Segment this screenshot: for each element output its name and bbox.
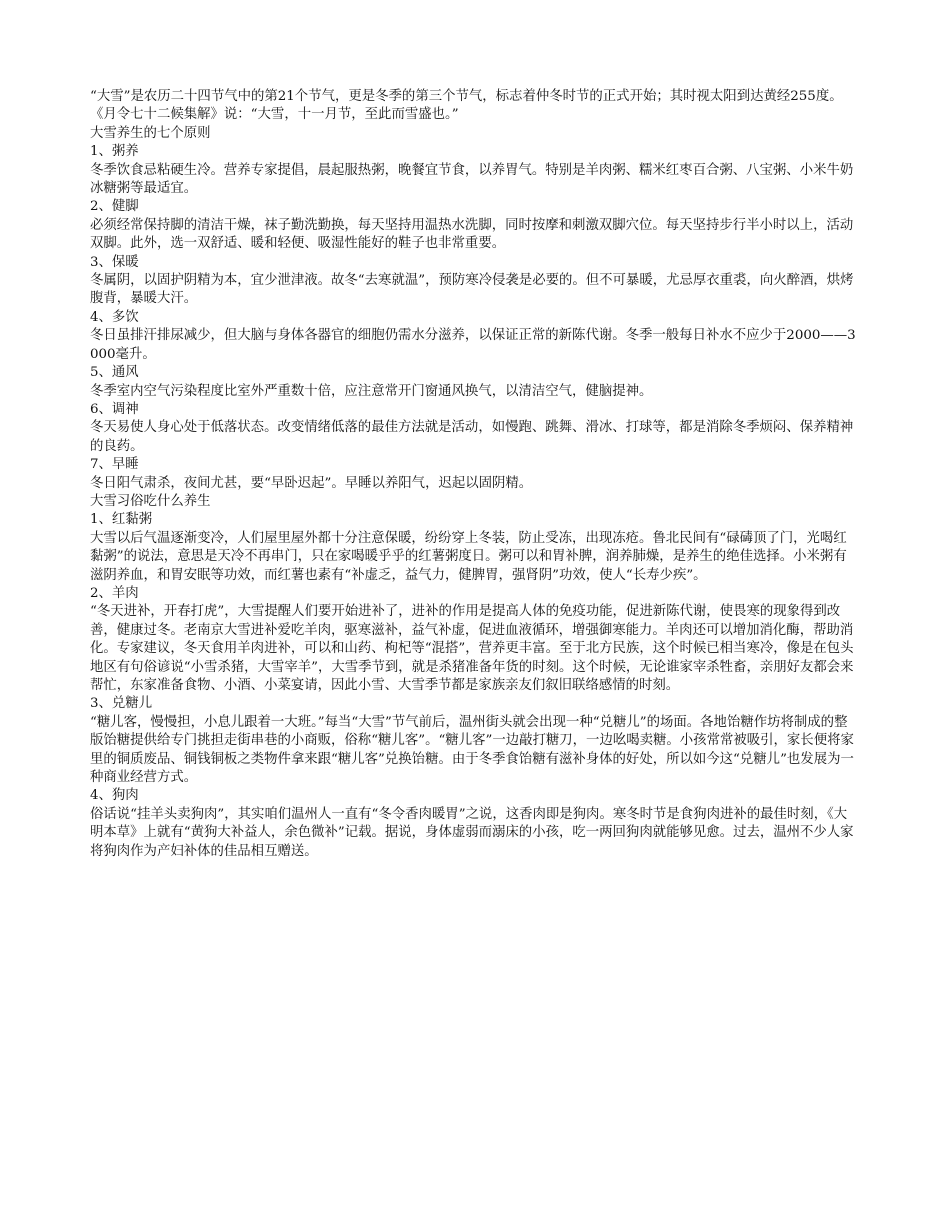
- document-page: [90, 88, 860, 861]
- principle-heading-5: 5、通风: [90, 365, 139, 381]
- principle-body-1: 冬季饮食忌粘硬生冷。营养专家提倡，晨起服热粥，晚餐宜节食，以养胃气。特别是羊肉粥、糯米红枣百合粥、八宝粥、小米牛奶冰糖粥等最适宜。: [90, 162, 854, 197]
- principle-heading-1: 1、粥养: [90, 144, 139, 160]
- section-title-customs-food: 大雪习俗吃什么养生: [90, 493, 211, 509]
- principle-heading-4: 4、多饮: [90, 309, 139, 325]
- custom-body-3: “糖儿客，慢慢担，小息儿跟着一大班。”每当“大雪”节气前后，温州街头就会出现一种“兑糖儿”的场面。各地饴糖作坊将制成的整版饴糖提供给专门挑担走街串巷的小商贩，俗称“糖儿客”。“糖儿客”一边敲打糖刀，一边吆喝卖糖。小孩常常被吸引，家长便将家里的铜质废品、铜钱铜板之类物件拿来跟“糖儿客”兑换饴糖。由于冬季食饴糖有滋补身体的好处，所以如今这“兑糖儿”也发展为一种商业经营方式。: [90, 714, 854, 786]
- principle-body-7: 冬日阳气肃杀，夜间尤甚，要“早卧迟起”。早睡以养阳气，迟起以固阴精。: [90, 475, 533, 491]
- section-title-health-principles: 大雪养生的七个原则: [90, 125, 211, 141]
- intro-paragraph: “大雪”是农历二十四节气中的第21个节气，更是冬季的第三个节气，标志着仲冬时节的正式开始；其时视太阳到达黄经255度。《月令七十二候集解》说：“大雪，十一月节，至此而雪盛也。”: [90, 89, 843, 123]
- custom-heading-4: 4、狗肉: [90, 788, 139, 804]
- principle-body-4: 冬日虽排汗排尿减少，但大脑与身体各器官的细胞仍需水分滋养，以保证正常的新陈代谢。冬季一般每日补水不应少于2000——3000毫升。: [90, 328, 856, 362]
- custom-heading-3: 3、兑糖儿: [90, 696, 153, 712]
- principle-body-2: 必须经常保持脚的清洁干燥，袜子勤洗勤换，每天坚持用温热水洗脚，同时按摩和刺激双脚穴位。每天坚持步行半小时以上，活动双脚。此外，选一双舒适、暖和轻便、吸湿性能好的鞋子也非常重要。: [90, 217, 854, 252]
- custom-body-1: 大雪以后气温逐渐变冷，人们屋里屋外都十分注意保暖，纷纷穿上冬装，防止受冻，出现冻疮。鲁北民间有“碌碡顶了门，光喝红黏粥”的说法，意思是天冷不再串门，只在家喝暖乎乎的红薯粥度日。粥可以和胃补脾，润养肺燥，是养生的绝佳选择。小米粥有滋阴养血，和胃安眠等功效，而红薯也素有“补虚乏，益气力，健脾胃，强肾阴”功效，使人“长寿少疾”。: [90, 530, 847, 583]
- custom-body-4: 俗话说“挂羊头卖狗肉”，其实咱们温州人一直有“冬令香肉暖胃”之说，这香肉即是狗肉。寒冬时节是食狗肉进补的最佳时刻，《大明本草》上就有“黄狗大补益人，余色微补”记载。据说，身体虚弱而溺床的小孩，吃一两回狗肉就能够见愈。过去，温州不少人家将狗肉作为产妇补体的佳品相互赠送。: [90, 806, 854, 859]
- custom-heading-1: 1、红黏粥: [90, 512, 153, 528]
- custom-heading-2: 2、羊肉: [90, 585, 139, 601]
- custom-body-2: “冬天进补，开春打虎”，大雪提醒人们要开始进补了，进补的作用是提高人体的免疫功能，促进新陈代谢，使畏寒的现象得到改善，健康过冬。老南京大雪进补爱吃羊肉，驱寒滋补，益气补虚，促进血液循环，增强御寒能力。羊肉还可以增加消化酶，帮助消化。专家建议，冬天食用羊肉进补，可以和山药、枸杞等“混搭”，营养更丰富。至于北方民族，这个时候已相当寒冷，像是在包头地区有句俗谚说“小雪杀猪，大雪宰羊”，大雪季节到，就是杀猪准备年货的时刻。这个时候，无论谁家宰杀牲畜，亲朋好友都会来帮忙，东家准备食物、小酒、小菜宴请，因此小雪、大雪季节都是家族亲友们叙旧联络感情的时刻。: [90, 604, 854, 693]
- principle-body-3: 冬属阴，以固护阴精为本，宜少泄津液。故冬“去寒就温”，预防寒冷侵袭是必要的。但不可暴暖，尤忌厚衣重裘，向火醉酒，烘烤腹背，暴暖大汗。: [90, 273, 854, 307]
- principle-heading-2: 2、健脚: [90, 199, 139, 215]
- principle-heading-3: 3、保暖: [90, 254, 139, 270]
- principle-body-5: 冬季室内空气污染程度比室外严重数十倍，应注意常开门窗通风换气，以清洁空气，健脑提神。: [90, 383, 653, 399]
- principle-heading-7: 7、早睡: [90, 457, 139, 473]
- principle-body-6: 冬天易使人身心处于低落状态。改变情绪低落的最佳方法就是活动，如慢跑、跳舞、滑冰、打球等，都是消除冬季烦闷、保养精神的良药。: [90, 420, 854, 454]
- principle-heading-6: 6、调神: [90, 401, 139, 417]
